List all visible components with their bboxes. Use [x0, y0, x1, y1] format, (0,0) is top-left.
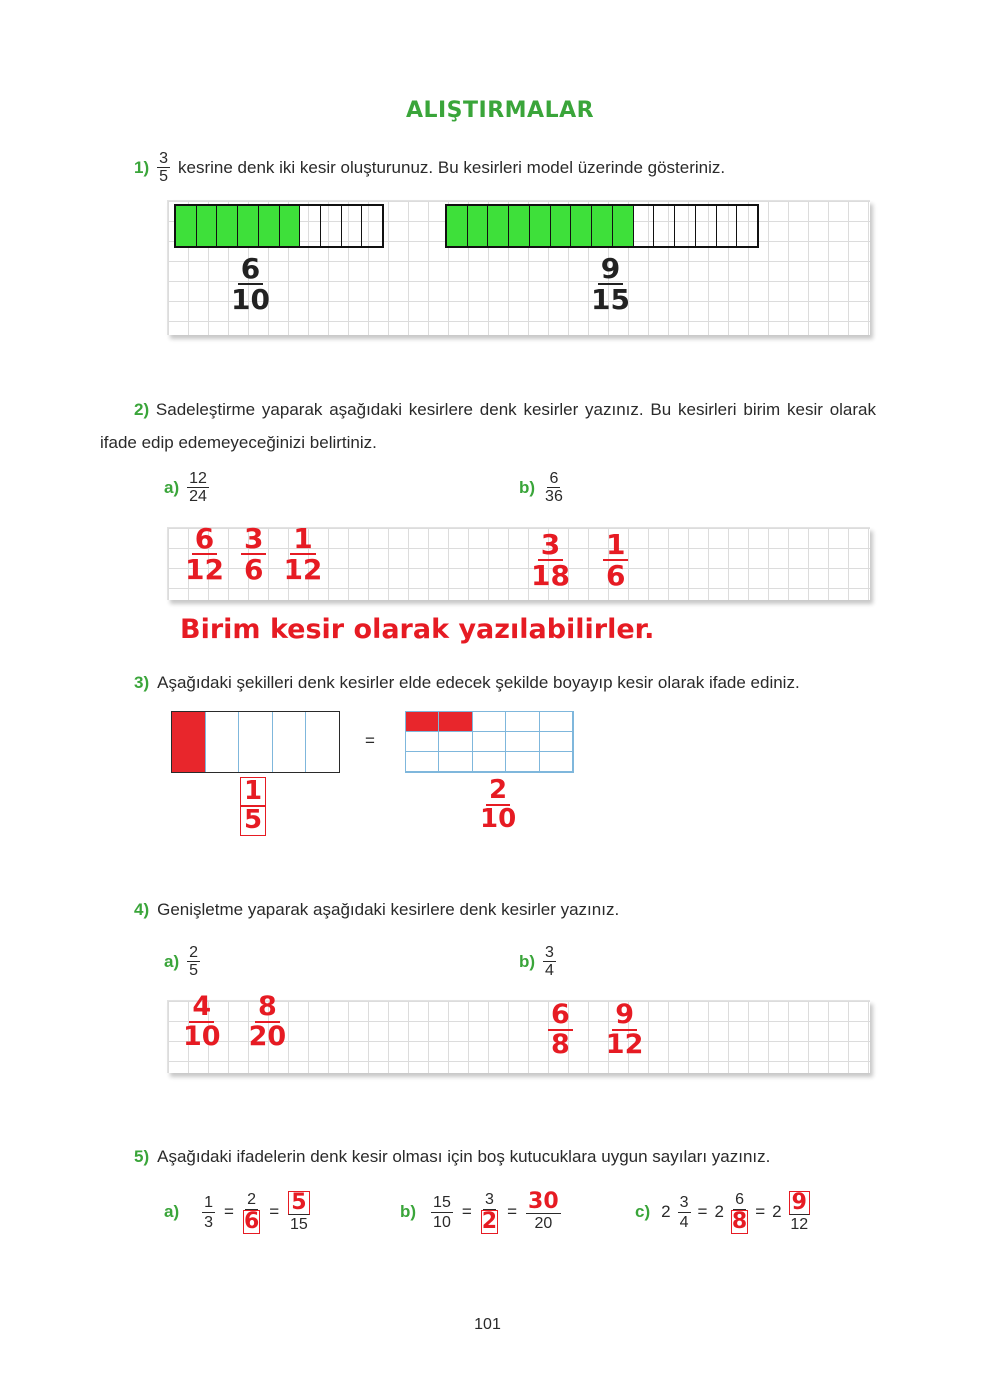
empty-cell [206, 712, 240, 772]
equals-sign: = [365, 731, 375, 750]
empty-cell [540, 752, 573, 772]
empty-cell [473, 712, 506, 732]
empty-cell [406, 752, 439, 772]
item-2b: b) $\frac{6}{36}$ [519, 470, 563, 505]
empty-cell [506, 712, 539, 732]
filled-box[interactable]: 9 [789, 1191, 810, 1215]
question-number: 5) [134, 1147, 150, 1166]
empty-cell [406, 732, 439, 752]
answers-4a [180, 993, 289, 1052]
item-4a: a) $\frac{2}{5}$ [164, 944, 199, 979]
empty-cell [239, 712, 273, 772]
answer-fraction: 3 18 [531, 528, 570, 593]
empty-cell [717, 206, 738, 246]
empty-cell [273, 712, 307, 772]
strip-model [171, 711, 340, 773]
empty-cell [654, 206, 675, 246]
empty-cell [321, 206, 342, 246]
empty-cell [540, 732, 573, 752]
answer-fraction: 6 8 [548, 1001, 573, 1060]
answers-4b [548, 1001, 646, 1060]
given-fraction: $\frac{3}{5}$ [159, 150, 169, 185]
empty-cell [362, 206, 382, 246]
empty-cell [737, 206, 757, 246]
question-text: Aşağıdaki şekilleri denk kesirler elde edecek şekilde boyayıp kesir olarak ifade ediniz. [157, 673, 800, 692]
question-text: Genişletme yaparak aşağıdaki kesirlere denk kesirler yazınız. [157, 900, 620, 919]
shaded-cell [259, 206, 280, 246]
item-4b: b) $\frac{3}{4}$ [519, 944, 554, 979]
question-text: Aşağıdaki ifadelerin denk kesir olması için boş kutucuklara uygun sayıları yazınız. [157, 1147, 771, 1166]
shaded-cell [592, 206, 613, 246]
empty-cell [439, 732, 472, 752]
item-5c: c) 2 $\frac{3}{4}$ = 2 6 8 = 2 9 12 [635, 1189, 809, 1234]
shaded-cell [488, 206, 509, 246]
fraction-model-a [174, 204, 384, 248]
shaded-cell [439, 712, 472, 732]
fraction-model-b [445, 204, 759, 248]
filled-box[interactable]: 6 [243, 1209, 260, 1234]
filled-box[interactable]: 8 [731, 1209, 748, 1234]
answers-2b [528, 530, 628, 591]
empty-cell [540, 712, 573, 732]
answer-fraction-b: 9 15 [591, 252, 630, 317]
answer-fraction: 1 6 [603, 530, 628, 591]
empty-cell [439, 752, 472, 772]
filled-box[interactable]: 30 [528, 1189, 559, 1214]
empty-cell [342, 206, 363, 246]
handwritten-note: Birim kesir olarak yazılabilirler. [180, 614, 655, 645]
answer-fraction: 1 12 [283, 522, 323, 587]
shaded-cell [509, 206, 530, 246]
question-5 [134, 1147, 770, 1167]
empty-cell [306, 712, 339, 772]
question-text: kesrine denk iki kesir oluşturunuz. Bu kesirleri model üzerinde gösteriniz. [178, 157, 726, 177]
shaded-cell [197, 206, 218, 246]
question-number: 1) [134, 157, 150, 177]
shaded-cell [238, 206, 259, 246]
item-2a: a) $\frac{12}{24}$ [164, 470, 207, 505]
shaded-cell [406, 712, 439, 732]
empty-cell [696, 206, 717, 246]
shaded-cell [468, 206, 489, 246]
question-1 [134, 150, 725, 185]
grid-model [405, 711, 574, 773]
shaded-cell [530, 206, 551, 246]
shaded-cell [280, 206, 301, 246]
question-number: 4) [134, 900, 150, 919]
empty-cell [634, 206, 655, 246]
answer-fraction: 6 12 [185, 522, 224, 587]
answer-fraction: 4 10 [183, 991, 221, 1053]
question-3 [134, 673, 800, 693]
empty-cell [506, 732, 539, 752]
question-text: Sadeleştirme yaparak aşağıdaki kesirlere denk kesirler yazınız. Bu kesirleri birim kesir olarak ifade edip edemeyeceğinizi belirtiniz. [100, 400, 876, 452]
shaded-cell [571, 206, 592, 246]
answer-fraction: 9 12 [605, 999, 644, 1061]
empty-cell [473, 732, 506, 752]
question-number: 2) [134, 400, 150, 419]
empty-cell [675, 206, 696, 246]
empty-cell [300, 206, 321, 246]
question-2 [100, 393, 876, 459]
shaded-cell [172, 712, 206, 772]
page-number: 101 [474, 1316, 501, 1333]
answer-fraction-right: 2 10 [480, 775, 517, 835]
shaded-cell [217, 206, 238, 246]
shaded-cell [176, 206, 197, 246]
answer-fraction: 3 6 [241, 524, 266, 585]
page-title: ALIŞTIRMALAR [405, 98, 595, 123]
answer-fraction: 8 20 [248, 991, 287, 1053]
empty-cell [506, 752, 539, 772]
filled-box[interactable]: 5 [288, 1191, 309, 1215]
question-number: 3) [134, 673, 150, 692]
shaded-cell [447, 206, 468, 246]
answer-fraction-a: 6 10 [231, 252, 270, 317]
filled-box[interactable]: 2 [481, 1209, 498, 1234]
answers-2a [182, 524, 325, 585]
question-4 [134, 900, 619, 920]
empty-cell [473, 752, 506, 772]
item-5b: b) $\frac{15}{10}$ = 3 2 = 30 20 [400, 1189, 559, 1234]
shaded-cell [613, 206, 634, 246]
answer-fraction-left: 1 5 [240, 777, 266, 836]
shaded-cell [551, 206, 572, 246]
item-5a: a) $\frac{1}{3}$ = 2 6 = 5 15 [164, 1189, 308, 1234]
